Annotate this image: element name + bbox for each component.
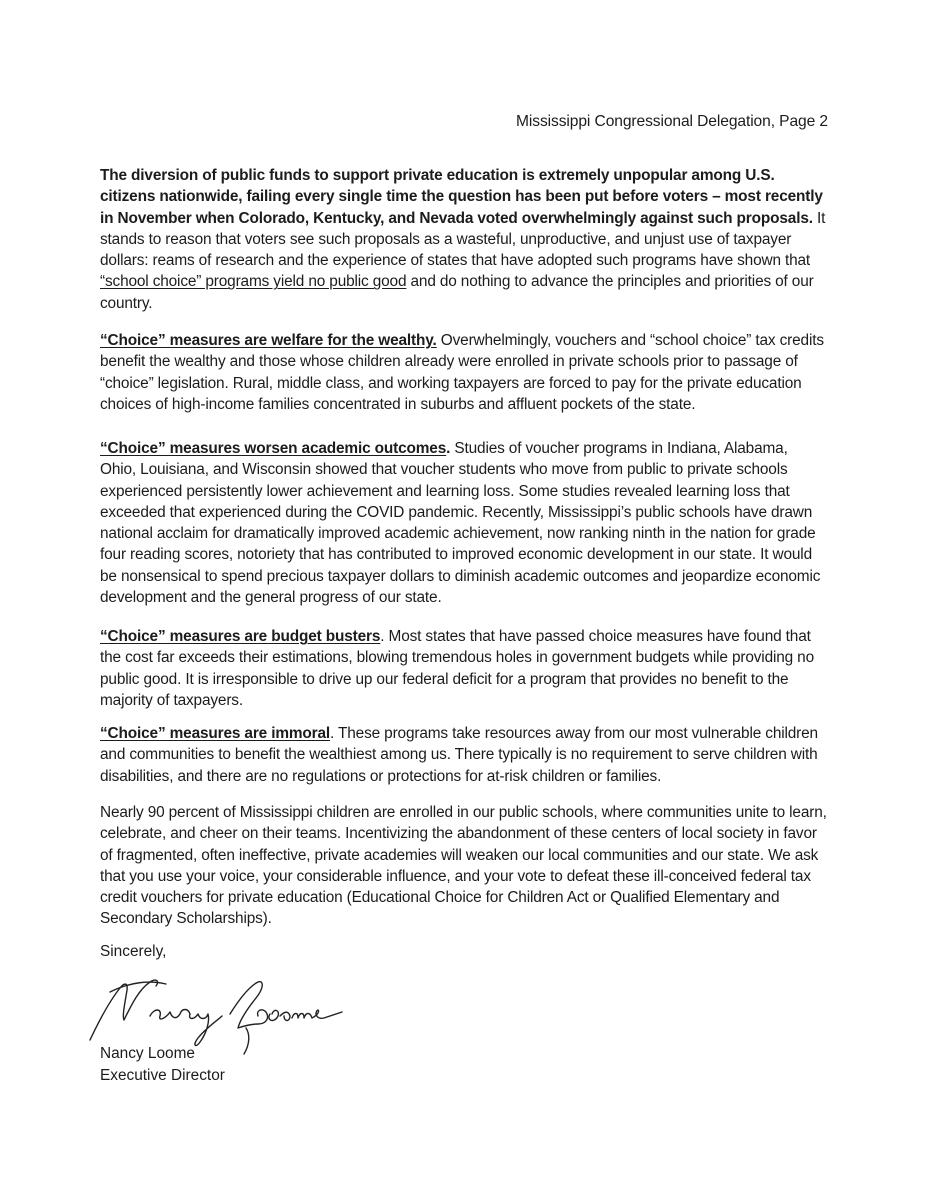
paragraph-text: Overwhelmingly, vouchers and “school choice” tax credits benefit the wealthy and those whose children already were enrolled in private schools prior to passage of “choice” legislation. Rural, middle class, and working taxpayers are forced to pay for the private education choices of high-income families concentrated in suburbs and affluent pockets of the state. [100, 332, 824, 413]
paragraph-text: Studies of voucher programs in Indiana, Alabama, Ohio, Louisiana, and Wisconsin showed that voucher students who move from public to private schools experienced persistently lower achievement and learning loss. Some studies revealed learning loss that exceeded that experienced during the COVID pandemic. Recently, Mississippi’s public schools have drawn national acclaim for dramatically improved academic achievement, now ranking ninth in the nation for grade four reading scores, notoriety that has contributed to improved economic development in our state. It would be nonsensical to spend precious taxpayer dollars to diminish academic outcomes and jeopardize economic development and the general progress of our state. [100, 440, 821, 607]
section-heading: “Choice” measures worsen academic outcomes [100, 440, 447, 457]
underlined-phrase: “school choice” programs yield no public good [100, 273, 407, 291]
signer-title: Executive Director [100, 1067, 225, 1084]
paragraph-lead-bold: The diversion of public funds to support private education is extremely unpopular among U.S. citizens nationwide, failing every single time the question has been put before voters – most recently in November when Colorado, Kentucky, and Nevada voted overwhelmingly against such proposals. [100, 167, 823, 227]
paragraph-academic-outcomes [100, 438, 827, 608]
paragraph-conclusion [100, 802, 827, 930]
page-header: Mississippi Congressional Delegation, Page 2 [516, 113, 828, 130]
paragraph-welfare-for-wealthy [100, 330, 827, 415]
closing-salutation: Sincerely, [100, 943, 167, 960]
section-heading: “Choice” measures are immoral [100, 725, 331, 742]
paragraph-text: and do nothing to advance the principles and priorities of our country. [100, 273, 814, 312]
paragraph-text: . Most states that have passed choice measures have found that the cost far exceeds their estimations, blowing tremendous holes in government budgets while providing no public good. It is irresponsible to drive up our federal deficit for a program that provides no benefit to the majority of taxpayers. [100, 628, 815, 709]
paragraph-budget-busters [100, 626, 827, 711]
paragraph-public-opinion [100, 165, 827, 314]
section-heading: “Choice” measures are budget busters [100, 628, 381, 645]
paragraph-text: . These programs take resources away from our most vulnerable children and communities to benefit the wealthiest among us. There typically is no requirement to serve children with disabilities, and there are no regulations or protections for at-risk children or families. [100, 725, 818, 785]
signer-name: Nancy Loome [100, 1045, 195, 1062]
heading-period: . [446, 440, 451, 457]
paragraph-text: It stands to reason that voters see such proposals as a wasteful, unproductive, and unjust use of taxpayer dollars: reams of research and the experience of states that have adopted such programs have shown that [100, 209, 826, 270]
paragraph-immoral [100, 723, 827, 787]
paragraph-text: Nearly 90 percent of Mississippi children are enrolled in our public schools, where communities unite to learn, celebrate, and cheer on their teams. Incentivizing the abandonment of these centers of local society in favor of fragmented, often ineffective, private academies will weaken our local communities and our state. We ask that you use your voice, your considerable influence, and your vote to defeat these ill-conceived federal tax credit vouchers for private education (Educational Choice for Children Act or Qualified Elementary and Secondary Scholarships). [100, 804, 827, 928]
section-heading: “Choice” measures are welfare for the wealthy. [100, 332, 437, 349]
